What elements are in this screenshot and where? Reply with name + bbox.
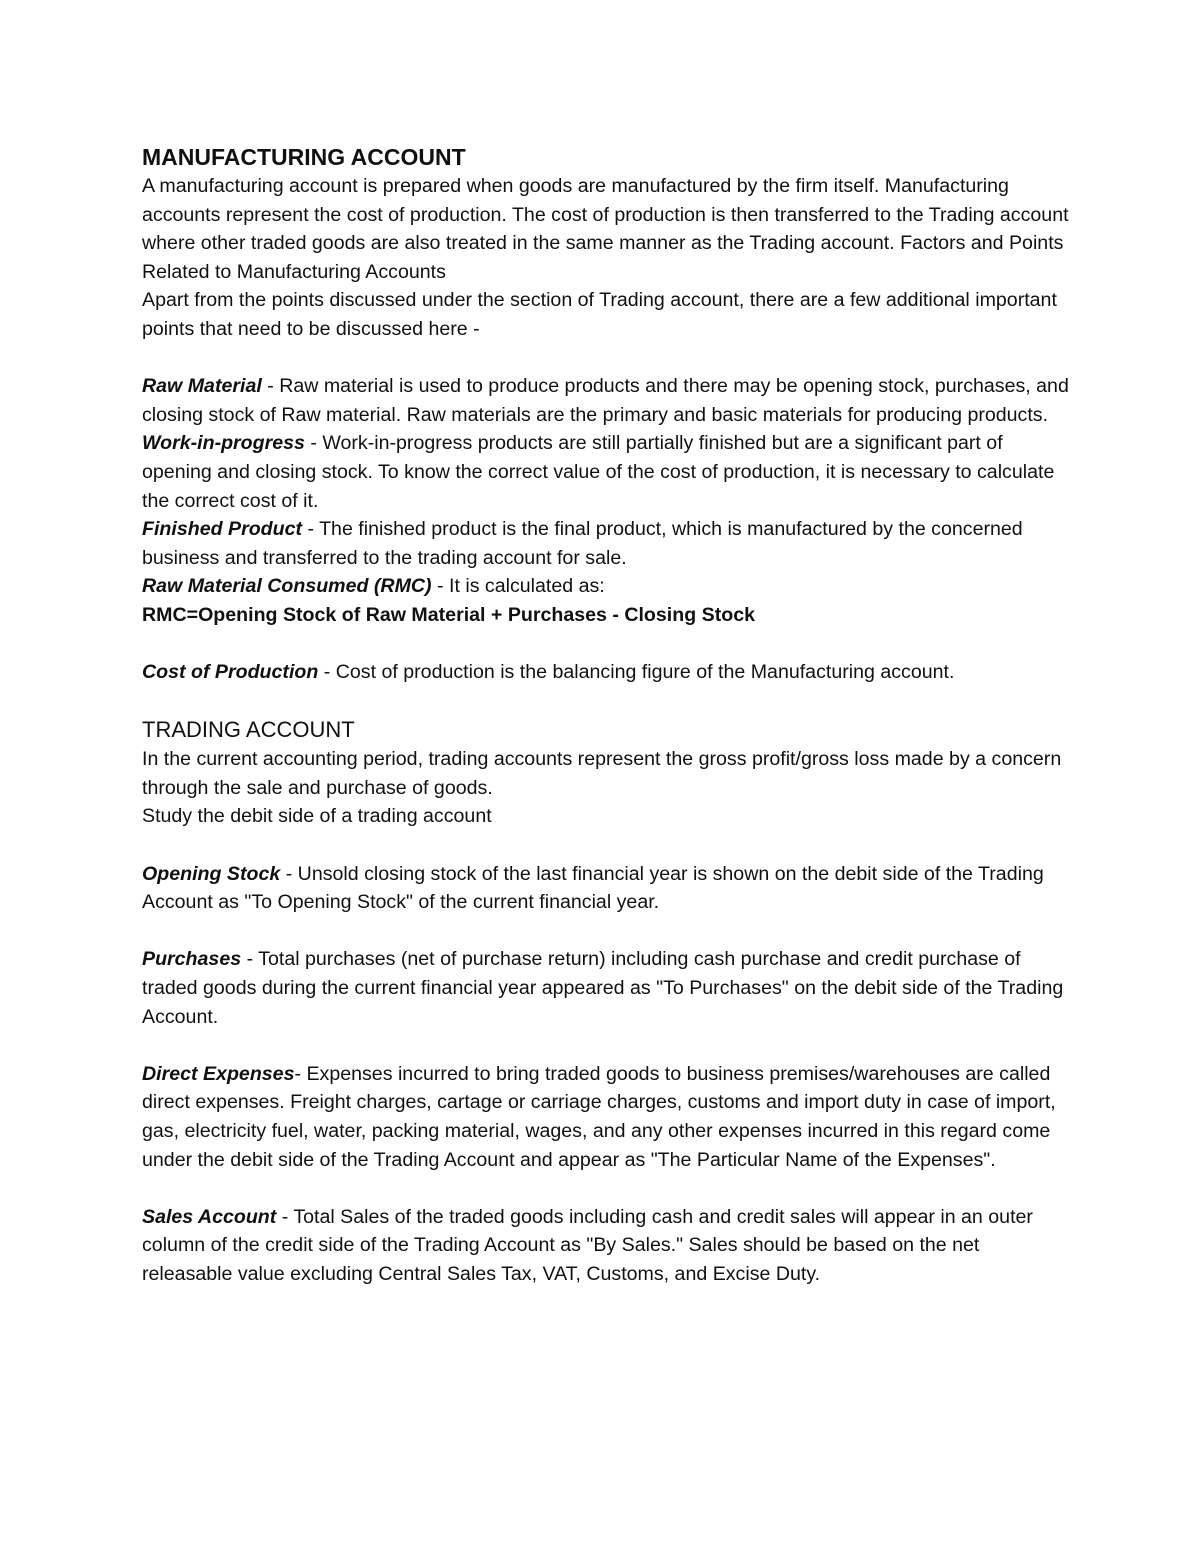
term-opening-stock: Opening Stock [142, 862, 281, 885]
text-work-in-progress: - Work-in-progress products are still partially finished but are a significant part of opening and closing stock. To know the correct value of the cost of production, it is necessary to calculate the correct cost of it. [142, 432, 1055, 512]
spacer [142, 1174, 1072, 1203]
term-cost-of-production: Cost of Production [142, 661, 319, 684]
term-sales-account: Sales Account [142, 1205, 277, 1228]
spacer [142, 344, 1072, 373]
paragraph-work-in-progress [142, 429, 1072, 515]
paragraph-sales-account [142, 1203, 1072, 1289]
paragraph-rmc [142, 572, 1072, 601]
spacer [142, 630, 1072, 659]
trading-intro: In the current accounting period, trading accounts represent the gross profit/gross loss made by a concern through the sale and purchase of goods. [142, 748, 1062, 799]
term-rmc: Raw Material Consumed (RMC) [142, 575, 432, 598]
paragraph-raw-material [142, 372, 1072, 429]
trading-heading: TRADING ACCOUNT [142, 717, 355, 743]
manufacturing-intro-2: Apart from the points discussed under the section of Trading account, there are a few additional important points that need to be discussed here - [142, 289, 1057, 340]
text-purchases: - Total purchases (net of purchase return) including cash purchase and credit purchase of traded goods during the current financial year appeared as "To Purchases" on the debit side of the Trading Account. [142, 948, 1064, 1028]
text-direct-expenses: - Expenses incurred to bring traded goods to business premises/warehouses are called direct expenses. Freight charges, cartage or carriage charges, customs and import duty in case of import, gas, electricity fuel, water, packing material, wages, and any other expenses incurred in this regard come under the debit side of the Trading Account and appear as "The Particular Name of the Expenses". [142, 1062, 1056, 1171]
text-rmc: - It is calculated as: [431, 575, 605, 598]
paragraph-cost-of-production [142, 658, 1072, 687]
paragraph-purchases [142, 945, 1072, 1031]
text-finished-product: - The finished product is the final product, which is manufactured by the concerned business and transferred to the trading account for sale. [142, 518, 1023, 569]
text-opening-stock: - Unsold closing stock of the last financial year is shown on the debit side of the Trading Account as "To Opening Stock" of the current financial year. [142, 862, 1044, 914]
rmc-formula: RMC=Opening Stock of Raw Material + Purchases - Closing Stock [142, 603, 755, 626]
manufacturing-heading: MANUFACTURING ACCOUNT [142, 144, 466, 170]
term-direct-expenses: Direct Expenses [142, 1062, 295, 1085]
document-page [142, 142, 1072, 1289]
term-purchases: Purchases [142, 948, 242, 971]
term-work-in-progress: Work-in-progress [142, 432, 305, 455]
text-sales-account: - Total Sales of the traded goods including cash and credit sales will appear in an outer column of the credit side of the Trading Account as "By Sales." Sales should be based on the net releasable value excluding Central Sales Tax, VAT, Customs, and Excise Duty. [142, 1205, 1033, 1285]
spacer [142, 831, 1072, 860]
text-raw-material: - Raw material is used to produce products and there may be opening stock, purchases, and closing stock of Raw material. Raw materials are the primary and basic materials for producing products. [142, 375, 1069, 426]
text-cost-of-production: - Cost of production is the balancing figure of the Manufacturing account. [318, 661, 955, 684]
manufacturing-intro: A manufacturing account is prepared when goods are manufactured by the firm itself. Manufacturing accounts represent the cost of production. The cost of production is then transferred to the Trading account where other traded goods are also treated in the same manner as the Trading account. Factors and Points Related to Manufacturing Accounts [142, 175, 1069, 283]
spacer [142, 917, 1072, 946]
spacer [142, 687, 1072, 716]
paragraph-finished-product [142, 515, 1072, 572]
term-finished-product: Finished Product [142, 518, 303, 541]
term-raw-material: Raw Material [142, 375, 262, 398]
paragraph-opening-stock [142, 860, 1072, 917]
spacer [142, 1031, 1072, 1060]
trading-intro-2: Study the debit side of a trading account [142, 805, 492, 828]
paragraph-direct-expenses [142, 1060, 1072, 1174]
